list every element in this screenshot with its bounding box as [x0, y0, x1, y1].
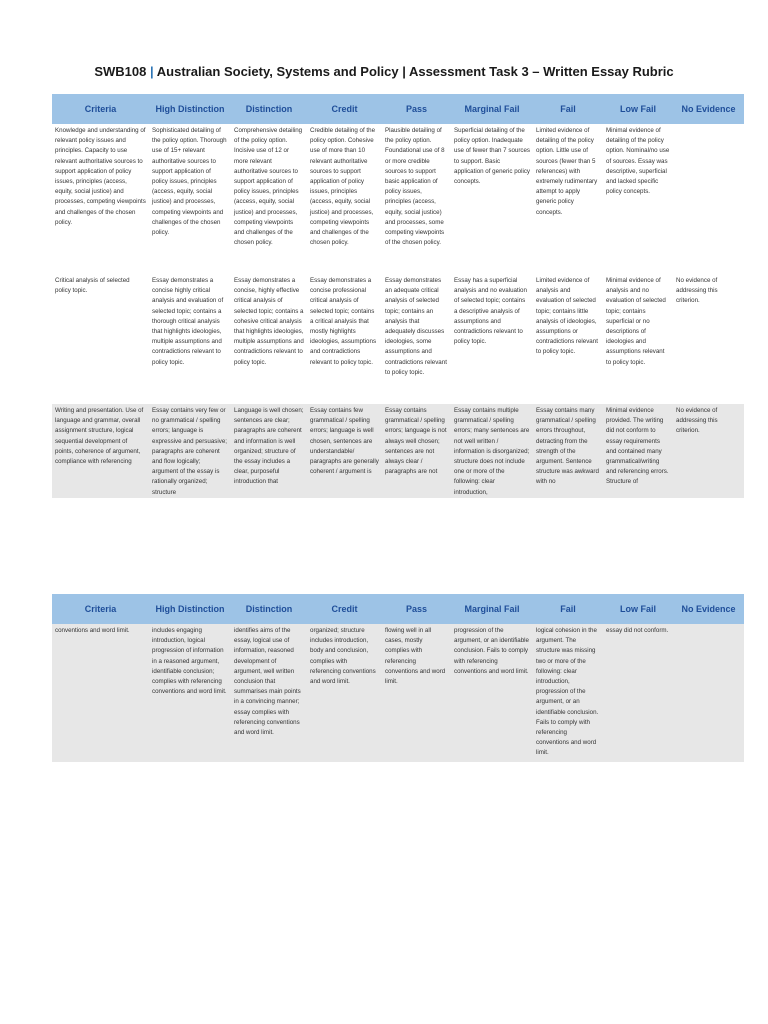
title-separator: |: [150, 64, 154, 79]
header-criteria: Criteria: [52, 94, 149, 124]
header-high-distinction: High Distinction: [149, 94, 231, 124]
header-no-evidence: No Evidence: [673, 594, 744, 624]
header-pass: Pass: [382, 94, 451, 124]
low-fail-cell: Minimal evidence provided. The writing did not conform to essay requirements and contained many grammatical/writing and referencing errors. Structure of: [603, 404, 673, 498]
marginal-fail-cell: progression of the argument, or an identifiable conclusion. Fails to comply with referencing conventions and word limit.: [451, 624, 533, 762]
pass-cell: Essay contains grammatical / spelling errors; language is not always well chosen; sentences are not always clear / paragraphs are not: [382, 404, 451, 498]
header-fail: Fail: [533, 594, 603, 624]
course-code: SWB108: [94, 64, 147, 79]
criteria-cell: Critical analysis of selected policy topic.: [52, 274, 149, 404]
low-fail-cell: Minimal evidence of analysis and no evaluation of selected topic; contains superficial or no descriptions of ideologies and assumptions relevant to policy topic.: [603, 274, 673, 404]
fail-cell: logical cohesion in the argument. The structure was missing two or more of the following: clear introduction, progression of the argument, or an identifiable conclusion. Fails to comply with referencing conventions and word limit.: [533, 624, 603, 762]
pass-cell: flowing well in all cases, mostly complies with referencing conventions and word limit.: [382, 624, 451, 762]
high-distinction-cell: Essay contains very few or no grammatical / spelling errors; language is expressive and persuasive; paragraphs are coherent and flow logically; argument of the essay is rationally organized; structure: [149, 404, 231, 498]
table-row: [52, 124, 744, 274]
header-credit: Credit: [307, 594, 382, 624]
header-distinction: Distinction: [231, 594, 307, 624]
header-low-fail: Low Fail: [603, 594, 673, 624]
fail-cell: Essay contains many grammatical / spelling errors throughout, detracting from the strength of the argument. Sentence structure was awkward with no: [533, 404, 603, 498]
criteria-cell: conventions and word limit.: [52, 624, 149, 762]
marginal-fail-cell: Essay contains multiple grammatical / spelling errors; many sentences are not well written / information is disorganized; structure does not include one or more of the following: clear introduction,: [451, 404, 533, 498]
criteria-cell: Writing and presentation. Use of language and grammar, overall assignment structure, logical sequential development of points, coherence of argument, compliance with referencing: [52, 404, 149, 498]
header-distinction: Distinction: [231, 94, 307, 124]
credit-cell: Essay contains few grammatical / spelling errors; language is well chosen, sentences are understandable/ paragraphs are generally coherent / argument is: [307, 404, 382, 498]
header-fail: Fail: [533, 94, 603, 124]
high-distinction-cell: Essay demonstrates a concise highly critical analysis and evaluation of selected topic; contains a thorough critical analysis that highlights ideologies, multiple assumptions and contradictions relevant to policy topic.: [149, 274, 231, 404]
no-evidence-cell: No evidence of addressing this criterion.: [673, 404, 744, 498]
high-distinction-cell: Sophisticated detailing of the policy option. Thorough use of 15+ relevant authoritative sources to support application of policy issues, principles (access, equity, social justice) and processes, competing viewpoints and challenges of the chosen policy.: [149, 124, 231, 274]
distinction-cell: identifies aims of the essay, logical use of information, reasoned development of argument, well written conclusion that summarises main points in a convincing manner; essay complies with referencing conventions and word limit.: [231, 624, 307, 762]
no-evidence-cell: [673, 124, 744, 274]
header-criteria: Criteria: [52, 594, 149, 624]
no-evidence-cell: [673, 624, 744, 762]
header-credit: Credit: [307, 94, 382, 124]
header-row: [52, 94, 744, 124]
distinction-cell: Essay demonstrates a concise, highly effective critical analysis of selected topic; contains a cohesive critical analysis that highlights ideologies, multiple assumptions and contradictions relevant to policy topic.: [231, 274, 307, 404]
low-fail-cell: Minimal evidence of detailing of the policy option. Nominal/no use of sources. Essay was descriptive, superficial and lacked specific policy concepts.: [603, 124, 673, 274]
header-marginal-fail: Marginal Fail: [451, 94, 533, 124]
credit-cell: Essay demonstrates a concise professional critical analysis of selected topic; contains a critical analysis that mostly highlights ideologies, assumptions and contradictions relevant to policy topic.: [307, 274, 382, 404]
header-marginal-fail: Marginal Fail: [451, 594, 533, 624]
title-text: Australian Society, Systems and Policy | Assessment Task 3 – Written Essay Rubric: [156, 64, 674, 79]
header-pass: Pass: [382, 594, 451, 624]
low-fail-cell: essay did not conform.: [603, 624, 673, 762]
rubric-table-page-2: [52, 594, 744, 762]
table-row: [52, 404, 744, 498]
credit-cell: organized; structure includes introduction, body and conclusion, complies with referencing conventions and word limit.: [307, 624, 382, 762]
table-row: [52, 624, 744, 762]
distinction-cell: Comprehensive detailing of the policy option. Incisive use of 12 or more relevant authoritative sources to support application of policy issues, principles (access, equity, social justice) and processes, competing viewpoints and challenges of the chosen policy.: [231, 124, 307, 274]
header-high-distinction: High Distinction: [149, 594, 231, 624]
credit-cell: Credible detailing of the policy option. Cohesive use of more than 10 relevant authoritative sources to support application of policy issues, principles (access, equity, social justice) and processes, competing viewpoints and challenges of the chosen policy.: [307, 124, 382, 274]
header-no-evidence: No Evidence: [673, 94, 744, 124]
document-title: [0, 64, 768, 79]
high-distinction-cell: includes engaging introduction, logical progression of information in a reasoned argument, identifiable conclusion; complies with referencing conventions and word limit.: [149, 624, 231, 762]
pass-cell: Essay demonstrates an adequate critical analysis of selected topic; contains an analysis that adequately discusses ideologies, some assumptions and contradictions relevant to policy topic.: [382, 274, 451, 404]
rubric-table-page-1: [52, 94, 744, 498]
pass-cell: Plausible detailing of the policy option. Foundational use of 8 or more credible sources to support basic application of policy issues, principles (access, equity, social justice) and processes, some competing viewpoints of the chosen policy.: [382, 124, 451, 274]
criteria-cell: Knowledge and understanding of relevant policy issues and principles. Capacity to use relevant authoritative sources to support application of policy issues, principles (access, equity, social justice) and processes, competing viewpoints and challenges of the chosen policy.: [52, 124, 149, 274]
header-row: [52, 594, 744, 624]
fail-cell: Limited evidence of analysis and evaluation of selected topic; contains little analysis of ideologies, assumptions or contradictions relevant to policy topic.: [533, 274, 603, 404]
marginal-fail-cell: Superficial detailing of the policy option. Inadequate use of fewer than 7 sources to support. Basic application of generic policy concepts.: [451, 124, 533, 274]
fail-cell: Limited evidence of detailing of the policy option. Little use of sources (fewer than 5 references) with extremely rudimentary attempt to apply generic policy concepts.: [533, 124, 603, 274]
marginal-fail-cell: Essay has a superficial analysis and no evaluation of selected topic; contains a descriptive analysis of assumptions and contradictions relevant to policy topic.: [451, 274, 533, 404]
table-row: [52, 274, 744, 404]
header-low-fail: Low Fail: [603, 94, 673, 124]
distinction-cell: Language is well chosen; sentences are clear; paragraphs are coherent and information is well organized; structure of the essay includes a clear, purposeful introduction that: [231, 404, 307, 498]
no-evidence-cell: No evidence of addressing this criterion.: [673, 274, 744, 404]
